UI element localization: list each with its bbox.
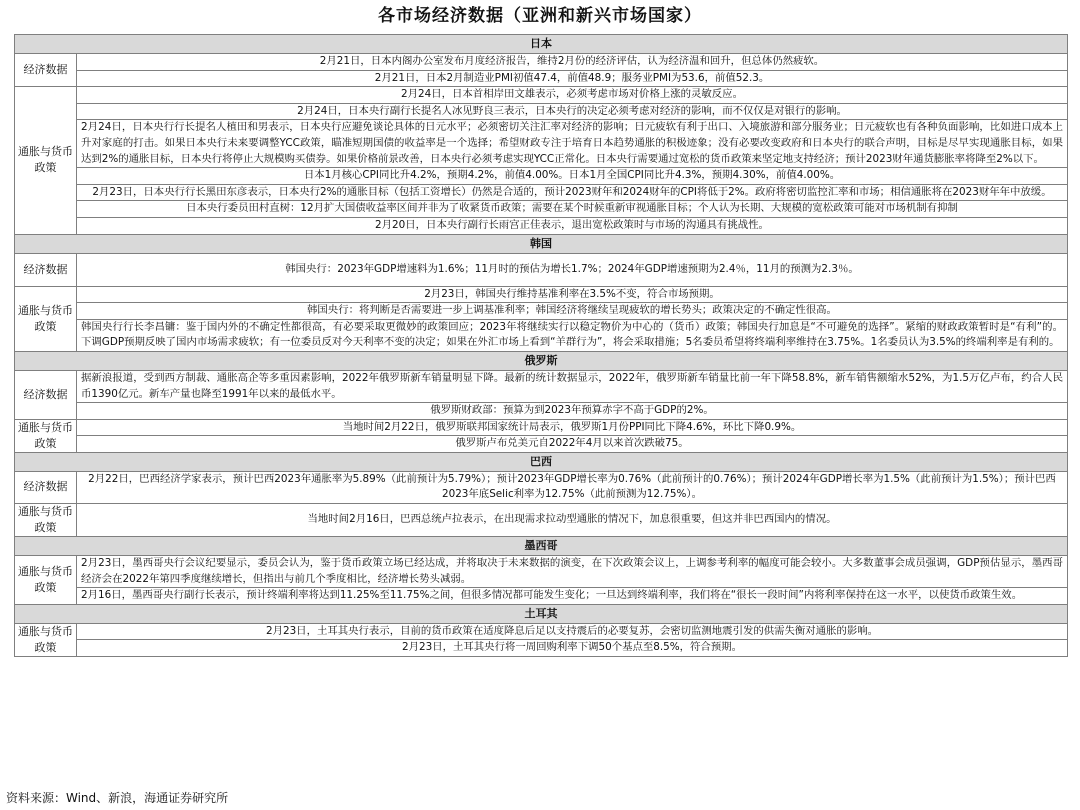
- table-cell: 2月24日，日本央行副行长提名人冰见野良三表示，日本央行的决定必须考虑对经济的影响，而不仅仅是对银行的影响。: [77, 103, 1068, 120]
- table-cell: 俄罗斯财政部：预算为到2023年预算赤字不高于GDP的2%。: [77, 403, 1068, 420]
- section-header-russia: 俄罗斯: [15, 351, 1068, 370]
- source-note: 资料来源：Wind、新浪，海通证券研究所: [6, 791, 229, 805]
- table-cell: 2月21日，日本内阁办公室发布月度经济报告，维持2月份的经济评估，认为经济温和回升，但总体仍然疲软。: [77, 54, 1068, 71]
- table-cell: 当地时间2月22日，俄罗斯联邦国家统计局表示，俄罗斯1月份PPI同比下降4.6%，环比下降0.9%。: [77, 419, 1068, 436]
- table-cell: 当地时间2月16日，巴西总统卢拉表示，在出现需求拉动型通胀的情况下，加息很重要，但这并非巴西国内的情况。: [77, 504, 1068, 537]
- economic-data-table: [14, 34, 1068, 657]
- section-header-japan: 日本: [15, 35, 1068, 54]
- section-header-mexico: 墨西哥: [15, 537, 1068, 556]
- category-label-econ: 经济数据: [15, 370, 77, 419]
- category-label-econ: 经济数据: [15, 471, 77, 503]
- table-cell: 2月23日，韩国央行维持基准利率在3.5%不变，符合市场预期。: [77, 286, 1068, 303]
- table-cell: 2月23日，墨西哥央行会议纪要显示，委员会认为，鉴于货币政策立场已经达成，并将取决于未来数据的演变，在下次政策会议上，上调参考利率的幅度可能会较小。大多数董事会成员强调，GDP预估显示，墨西哥经济会在2022年第四季度继续增长，但指出与前几个季度相比，经济增长势头减弱。: [77, 556, 1068, 588]
- table-cell: 2月20日，日本央行副行长雨宫正佳表示，退出宽松政策时与市场的沟通具有挑战性。: [77, 217, 1068, 234]
- table-cell: 2月22日，巴西经济学家表示，预计巴西2023年通胀率为5.89%（此前预计为5.79%）；预计2023年GDP增长率为0.76%（此前预计的0.76%）；预计2024年GDP增长率为1.5%（此前预计为1.5%）；预计巴西2023年底Selic利率为12.75%（此前预测为12.75%）。: [77, 471, 1068, 503]
- table-cell: 2月16日，墨西哥央行副行长表示，预计终端利率将达到11.25%至11.75%之间，但很多情况都可能发生变化；一旦达到终端利率，我们将在“很长一段时间”内将利率保持在这一水平，以使货币政策生效。: [77, 588, 1068, 605]
- category-label-econ: 经济数据: [15, 253, 77, 286]
- category-label-policy: 通胀与货币政策: [15, 87, 77, 234]
- table-cell: 韩国央行行长李昌镛：鉴于国内外的不确定性都很高，有必要采取更微妙的政策回应；2023年将继续实行以稳定物价为中心的（货币）政策；韩国央行加息是“不可避免的选择”。紧缩的财政政策暂时是“有利”的。下调GDP预期反映了国内市场需求疲软；有一位委员反对今天利率不变的决定；如果在外汇市场上看到“羊群行为”，将会采取措施；5名委员希望将终端利率维持在3.75%。1名委员认为3.5%的终端利率是有利的。: [77, 319, 1068, 351]
- table-cell: 2月23日，日本央行行长黑田东彦表示，日本央行2%的通胀目标（包括工资增长）仍然是合适的，预计2023财年和2024财年的CPI将低于2%。政府将密切监控汇率和市场；相信通胀将在2023财年年中放缓。: [77, 184, 1068, 201]
- category-label-policy: 通胀与货币政策: [15, 504, 77, 537]
- table-cell: 韩国央行：2023年GDP增速料为1.6%；11月时的预估为增长1.7%；2024年GDP增速预期为2.4％，11月的预测为2.3％。: [77, 253, 1068, 286]
- table-cell: 2月23日，土耳其央行将一周回购利率下调50个基点至8.5%，符合预期。: [77, 640, 1068, 657]
- table-cell: 2月24日，日本央行行长提名人植田和男表示，日本央行应避免谈论具体的日元水平；必须密切关注汇率对经济的影响；日元疲软有利于出口、入境旅游和部分服务业；日元疲软也有各种负面影响，比如进口成本上升对家庭的打击。如果日本央行未来要调整YCC政策，瞄准短期国债的收益率是一个选择；希望财政专注于培育日本趋势通胀的积极迹象；没有必要改变政府和日本央行的联合声明，目标是尽早实现通胀目标，如果达到2%的通胀目标，日本央行将停止大规模购买债券。如果价格前景改善，日本央行必须考虑实现YCC正常化。日本央行需要通过宽松的货币政策来坚定地支持经济；预计2023财年通货膨胀率将降至2%以下。: [77, 120, 1068, 168]
- page-title: 各市场经济数据（亚洲和新兴市场国家）: [378, 6, 702, 26]
- section-header-turkey: 土耳其: [15, 604, 1068, 623]
- table-cell: 2月23日，土耳其央行表示，目前的货币政策在适度降息后足以支持震后的必要复苏，会密切监测地震引发的供需失衡对通胀的影响。: [77, 623, 1068, 640]
- table-cell: 据新浪报道，受到西方制裁、通胀高企等多重因素影响，2022年俄罗斯新车销量明显下降。最新的统计数据显示，2022年，俄罗斯新车销量比前一年下降58.8%，新车销售额缩水52%，为1.5万亿卢布，约合人民币1390亿元。新车产量也降至1991年以来的最低水平。: [77, 370, 1068, 402]
- table-cell: 2月24日，日本首相岸田文雄表示，必须考虑市场对价格上涨的灵敏反应。: [77, 87, 1068, 104]
- table-cell: 韩国央行：将判断是否需要进一步上调基准利率；韩国经济将继续呈现疲软的增长势头；政策决定的不确定性很高。: [77, 303, 1068, 320]
- category-label-policy: 通胀与货币政策: [15, 556, 77, 605]
- table-cell: 日本央行委员田村直树：12月扩大国债收益率区间并非为了收紧货币政策；需要在某个时候重新审视通胀目标；个人认为长期、大规模的宽松政策可能对市场机制有抑制: [77, 201, 1068, 218]
- category-label-policy: 通胀与货币政策: [15, 286, 77, 351]
- category-label-policy: 通胀与货币政策: [15, 419, 77, 452]
- section-header-brazil: 巴西: [15, 452, 1068, 471]
- category-label-policy: 通胀与货币政策: [15, 623, 77, 656]
- section-header-korea: 韩国: [15, 234, 1068, 253]
- table-cell: 日本1月核心CPI同比升4.2%，预期4.2%，前值4.00%。日本1月全国CPI同比升4.3%，预期4.30%，前值4.00%。: [77, 168, 1068, 185]
- table-cell: 俄罗斯卢布兑美元自2022年4月以来首次跌破75。: [77, 436, 1068, 453]
- category-label-econ: 经济数据: [15, 54, 77, 87]
- table-cell: 2月21日，日本2月制造业PMI初值47.4，前值48.9；服务业PMI为53.6，前值52.3。: [77, 70, 1068, 87]
